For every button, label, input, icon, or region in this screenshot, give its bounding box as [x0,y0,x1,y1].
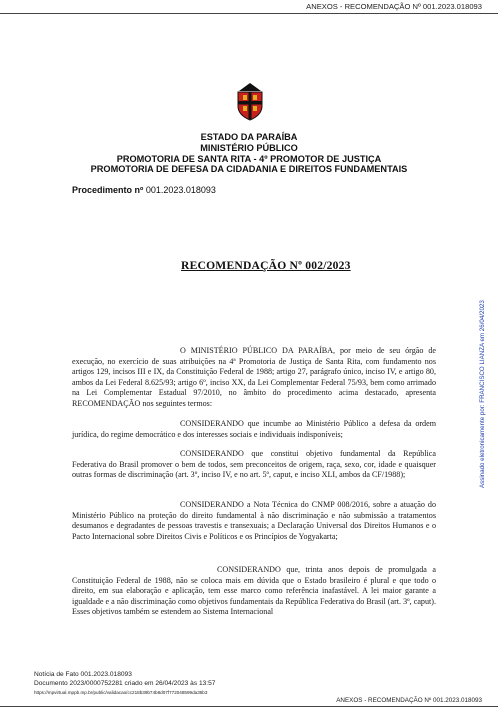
electronic-signature-note: Assinado eletronicamente por: FRANCISCO LIANZA em 26/04/2023 [479,300,486,488]
annex-footer-label: ANEXOS - RECOMENDAÇÃO Nº 001.2023.018093 [336,697,482,704]
considerando-paragraph-4: CONSIDERANDO que, trinta anos depois de promulgada a Constituição Federal de 1988, não se coloca mais em dúvida que o Estado brasileiro é plural e que todo o direito, em sua elaboração e aplicação, tem esse marco como referência inafastável. A lei maior garante a igualdade e a não discriminação como objetivos fundamentais da República Federativa do Brasil (art. 3º, caput). Esses objetivos também se estendem ao Sistema Internacional [72,565,436,617]
procedure-label: Procedimento nº [72,185,144,195]
promotoria-heading: PROMOTORIA DE SANTA RITA - 4º PROMOTOR DE JUSTIÇA [116,154,382,164]
considerando-paragraph-1: CONSIDERANDO que incumbe ao Ministério Público a defesa da ordem jurídica, do regime democrático e dos interesses sociais e individuais indisponíveis; [72,419,436,439]
procedure-number: 001.2023.018093 [145,185,216,195]
procedure-line [72,185,216,195]
considerando-paragraph-3: CONSIDERANDO a Nota Técnica do CNMP 008/2016, sobre a atuação do Ministério Público na proteção do direito fundamental à não discriminação e não submissão a tratamentos desumanos e degradantes de pessoas travestis e transexuais; a Declaração Universal dos Direitos Humanos e o Pacto Internacional sobre Direitos Civis e Políticos e os Princípios de Yogyakarta; [72,500,436,541]
footer-notice: Notícia de Fato 001.2023.018093 [34,671,132,678]
ministry-heading: MINISTÉRIO PÚBLICO [200,143,298,153]
preamble-paragraph: O MINISTÉRIO PÚBLICO DA PARAÍBA, por meio de seu órgão de execução, no exercício de suas atribuições na 4ª Promotoria de Justiça de Santa Rita, com fundamento nos artigos 129, incisos III e IX, da Constituição Federal de 1988; artigo 27, parágrafo único, inciso IV, e artigo 80, ambos da Lei Federal 8.625/93; artigo 6º, inciso XX, da Lei Complementar Federal 75/93, bem como arrimado na Lei Complementar Estadual 97/2010, no âmbito do procedimento acima destacado, apresenta RECOMENDAÇÃO nos seguintes termos: [72,346,436,408]
header-divider [0,13,498,14]
considerando-paragraph-2: CONSIDERANDO que constitui objetivo fundamental da República Federativa do Brasil promover o bem de todos, sem preconceitos de origem, raça, sexo, cor, idade e quaisquer outras formas de discriminação (art. 3º, inciso IV, e no art. 5º, caput, e inciso XLI, ambos da CF/1988); [72,449,436,480]
state-heading: ESTADO DA PARAÍBA [200,132,298,142]
defense-heading: PROMOTORIA DE DEFESA DA CIDADANIA E DIREITOS FUNDAMENTAIS [90,164,408,174]
footer-document: Documento 2023/0000752281 criado em 26/04/2023 às 13:57 [34,680,216,687]
annex-header: ANEXOS - RECOMENDAÇÃO Nº 001.2023.018093 [306,2,482,11]
coat-of-arms-icon [234,82,266,122]
document-title: RECOMENDAÇÃO Nº 002/2023 [181,259,351,272]
footer-divider [0,706,498,707]
footer-validation-link[interactable]: https://mpvirtual.mppb.mp.br/public/validacao/cc218b39b74b8d07f772048599da35b3 [34,690,208,695]
